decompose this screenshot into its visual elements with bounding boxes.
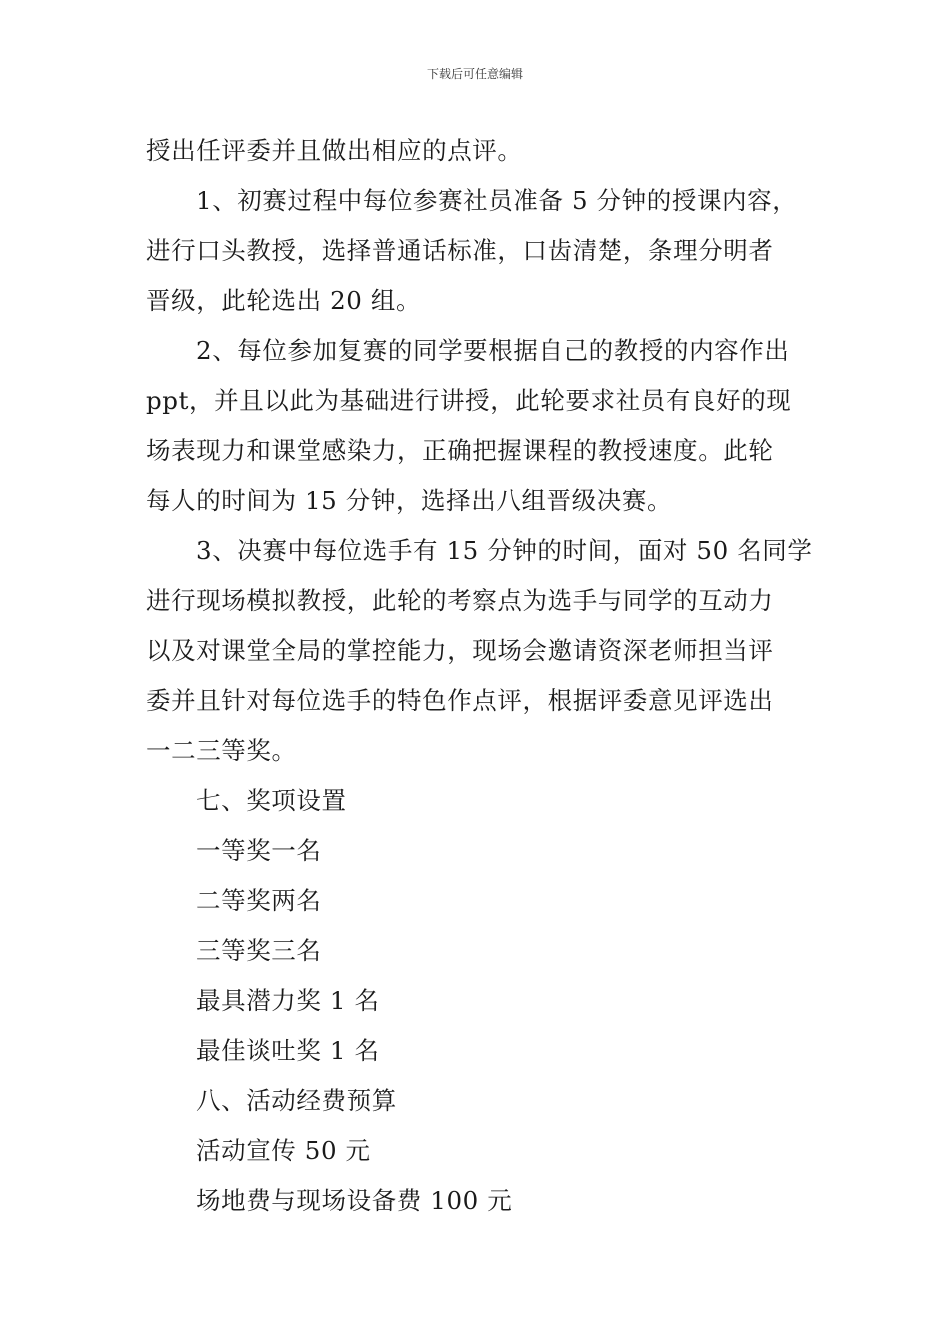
text-line: 以及对课堂全局的掌控能力，现场会邀请资深老师担当评 [146,636,774,665]
page-header: 下载后可任意编辑 [426,67,523,81]
text-line: 委并且针对每位选手的特色作点评，根据评委意见评选出 [146,686,774,715]
text-line: ppt，并且以此为基础进行讲授，此轮要求社员有良好的现 [146,386,792,415]
text-line: 晋级，此轮选出 20 组。 [146,286,422,315]
text-line: 1、初赛过程中每位参赛社员准备 5 分钟的授课内容， [196,186,798,215]
text-line: 授出任评委并且做出相应的点评。 [146,136,523,165]
document-body [146,126,813,1226]
section-heading: 七、奖项设置 [196,786,347,815]
text-line: 进行现场模拟教授，此轮的考察点为选手与同学的互动力 [146,586,774,615]
list-item: 二等奖两名 [196,886,322,915]
list-item: 活动宣传 50 元 [196,1136,371,1165]
list-item: 三等奖三名 [196,936,322,965]
text-line: 2、每位参加复赛的同学要根据自己的教授的内容作出 [196,336,790,365]
section-heading: 八、活动经费预算 [196,1086,397,1115]
text-line: 一二三等奖。 [146,736,297,765]
list-item: 场地费与现场设备费 100 元 [196,1186,513,1215]
text-line: 每人的时间为 15 分钟，选择出八组晋级决赛。 [146,486,673,515]
list-item: 最佳谈吐奖 1 名 [196,1036,380,1065]
text-line: 3、决赛中每位选手有 15 分钟的时间，面对 50 名同学 [196,536,813,565]
list-item: 一等奖一名 [196,836,322,865]
list-item: 最具潜力奖 1 名 [196,986,380,1015]
text-line: 场表现力和课堂感染力，正确把握课程的教授速度。此轮 [146,436,774,465]
text-line: 进行口头教授，选择普通话标准，口齿清楚，条理分明者 [146,236,774,265]
